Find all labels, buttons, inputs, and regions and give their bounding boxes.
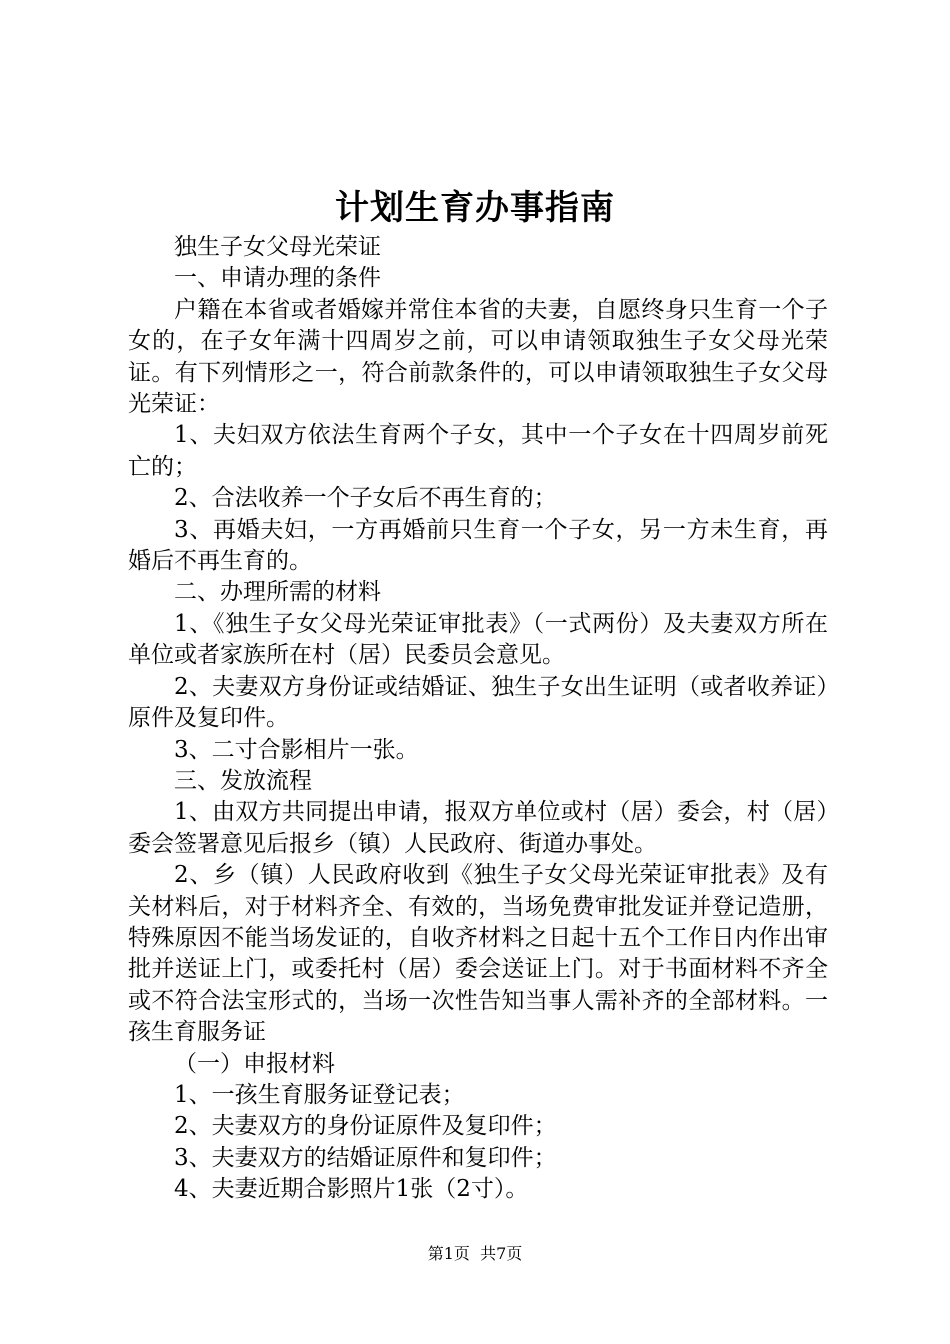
list-item-application-2: 2、夫妻双方的身份证原件及复印件； [174,1113,557,1140]
list-item-condition-1: 1、夫妇双方依法生育两个子女，其中一个子女在十四周岁前死亡的； [128,422,828,480]
section-heading-materials: 二、办理所需的材料 [174,579,381,606]
list-item-process-1: 1、由双方共同提出申请，报双方单位或村（居）委会，村（居）委会签署意见后报乡（镇）人民政府、街道办事处。 [128,799,828,857]
section-heading-conditions: 一、申请办理的条件 [174,265,381,292]
subsection-heading-application: （一）申报材料 [174,1050,335,1077]
document-body [128,232,828,1206]
list-item-application-4: 4、夫妻近期合影照片1张（2寸）。 [174,1176,529,1203]
list-item-condition-3: 3、再婚夫妇，一方再婚前只生育一个子女，另一方未生育，再婚后不再生育的。 [128,516,828,575]
list-item-material-3: 3、二寸合影相片一张。 [174,736,419,763]
document-title: 计划生育办事指南 [335,188,615,228]
paragraph-conditions-intro: 户籍在本省或者婚嫁并常住本省的夫妻，自愿终身只生育一个子女的，在子女年满十四周岁之前，可以申请领取独生子女父母光荣证。有下列情形之一，符合前款条件的，可以申请领取独生子女父母光荣证： [128,296,828,418]
section-heading-certificate: 独生子女父母光荣证 [174,234,381,260]
list-item-application-3: 3、夫妻双方的结婚证原件和复印件； [174,1144,557,1171]
page-number: 第1页 [427,1244,470,1263]
list-item-process-2: 2、乡（镇）人民政府收到《独生子女父母光荣证审批表》及有关材料后，对于材料齐全、有效的，当场免费审批发证并登记造册，特殊原因不能当场发证的，自收齐材料之日起十五个工作日内作出审批并送证上门，或委托村（居）委会送证上门。对于书面材料不齐全或不符合法宝形式的，当场一次性告知当事人需补齐的全部材料。一孩生育服务证 [128,862,828,1046]
list-item-application-1: 1、一孩生育服务证登记表； [174,1081,465,1108]
list-item-material-2: 2、夫妻双方身份证或结婚证、独生子女出生证明（或者收养证）原件及复印件。 [128,673,828,732]
list-item-material-1: 1、《独生子女父母光荣证审批表》（一式两份）及夫妻双方所在单位或者家族所在村（居）民委员会意见。 [128,610,828,669]
page-total: 共7页 [480,1244,523,1263]
list-item-condition-2: 2、合法收养一个子女后不再生育的； [174,485,557,512]
page-footer [0,1242,950,1266]
section-heading-process: 三、发放流程 [174,767,312,794]
